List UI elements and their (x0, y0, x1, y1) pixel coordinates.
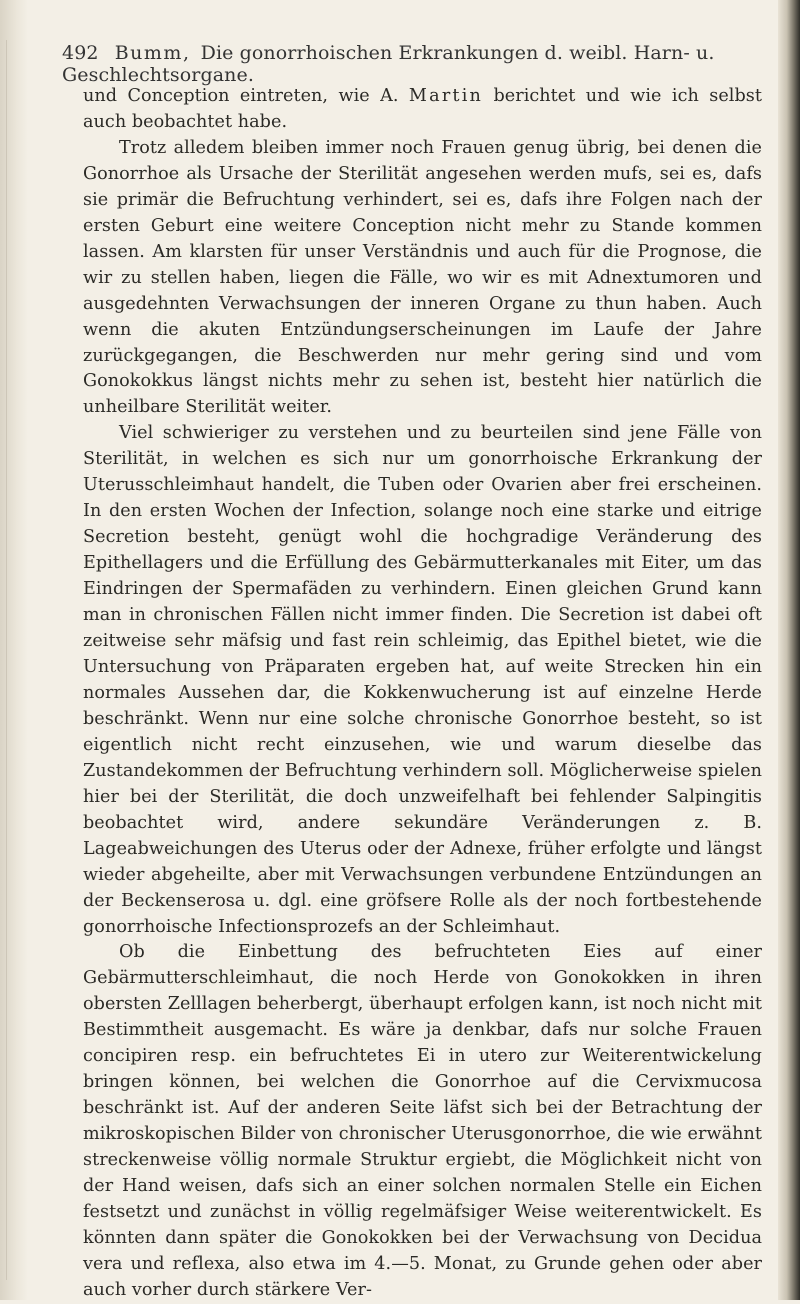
paragraph-1-end: berichtet und wie ich selbst auch beobachtet habe. (83, 86, 762, 132)
page-gutter-shadow (0, 0, 28, 1300)
body-text (83, 84, 762, 1304)
page-fold-line (6, 40, 7, 1280)
page-number: 492 (62, 42, 99, 64)
running-header (62, 42, 762, 86)
page-edge-shadow (778, 0, 800, 1300)
paragraph-3: Viel schwieriger zu verstehen und zu beurteilen sind jene Fälle von Sterilität, in welchen es sich nur um gonorrhoische Erkrankung der Uterusschleimhaut handelt, die Tuben oder Ovarien aber frei erscheinen. In den ersten Wochen der Infection, solange noch eine starke und eitrige Secretion besteht, genügt wohl die hochgradige Veränderung des Epithellagers und die Erfüllung des Gebärmutterkanales mit Eiter, um das Eindringen der Spermafäden zu verhindern. Einen gleichen Grund kann man in chronischen Fällen nicht immer finden. Die Secretion ist dabei oft zeitweise sehr mäfsig und fast rein schleimig, das Epithel bietet, wie die Untersuchung von Präparaten ergeben hat, auf weite Strecken hin ein normales Aussehen dar, die Kokkenwucherung ist auf einzelne Herde beschränkt. Wenn nur eine solche chronische Gonorrhoe besteht, so ist eigentlich nicht recht einzusehen, wie und warum dieselbe das Zustandekommen der Befruchtung verhindern soll. Möglicherweise spielen hier bei der Sterilität, die doch unzweifelhaft bei fehlender Salpingitis beobachtet wird, andere sekundäre Veränderungen z. B. Lageabweichungen des Uterus oder der Adnexe, früher erfolgte und längst wieder abgeheilte, aber mit Verwachsungen verbundene Entzündungen an der Beckenserosa u. dgl. eine gröfsere Rolle als der noch fortbestehende gonorrhoische Infectionsprozefs an der Schleimhaut. (83, 423, 762, 937)
paragraph-2: Trotz alledem bleiben immer noch Frauen genug übrig, bei denen die Gonorrhoe als Ursache der Sterilität angesehen werden mufs, sei es, dafs sie primär die Befruchtung verhindert, sei es, dafs ihre Folgen nach der ersten Geburt eine weitere Conception nicht mehr zu Stande kommen lassen. Am klarsten für unser Verständnis und auch für die Prognose, die wir zu stellen haben, liegen die Fälle, wo wir es mit Adnextumoren und ausgedehnten Verwachsungen der inneren Organe zu thun haben. Auch wenn die akuten Entzündungserscheinungen im Laufe der Jahre zurückgegangen, die Beschwerden nur mehr gering sind und vom Gonokokkus längst nichts mehr zu sehen ist, besteht hier natürlich die unheilbare Sterilität weiter. (83, 137, 762, 418)
header-author: Bumm, (114, 42, 191, 64)
paragraph-4: Ob die Einbettung des befruchteten Eies auf einer Gebärmutterschleimhaut, die noch Herde von Gonokokken in ihren obersten Zelllagen beherbergt, überhaupt erfolgen kann, ist noch nicht mit Bestimmtheit ausgemacht. Es wäre ja denkbar, dafs nur solche Frauen concipiren resp. ein befruchtetes Ei in utero zur Weiterentwickelung bringen können, bei welchen die Gonorrhoe auf die Cervixmucosa beschränkt ist. Auf der anderen Seite läfst sich bei der Betrachtung der mikroskopischen Bilder von chronischer Uterusgonorrhoe, die wie erwähnt streckenweise völlig normale Struktur ergiebt, die Möglichkeit nicht von der Hand weisen, dafs sich an einer solchen normalen Stelle ein Eichen festsetzt und zunächst in völlig regelmäfsiger Weise weiterentwickelt. Es könnten dann später die Gonokokken bei der Verwachsung von Decidua vera und reflexa, also etwa im 4.—5. Monat, zu Grunde gehen oder aber auch vorher durch stärkere Ver- (83, 942, 762, 1300)
paragraph-1 (83, 84, 762, 136)
header-title: Die gonorrhoischen Erkrankungen d. weibl. Harn- u. Geschlechtsorgane. (62, 42, 715, 86)
author-name-martin: Martin (408, 86, 484, 106)
paragraph-1-start: und Conception eintreten, wie A. (83, 86, 399, 106)
